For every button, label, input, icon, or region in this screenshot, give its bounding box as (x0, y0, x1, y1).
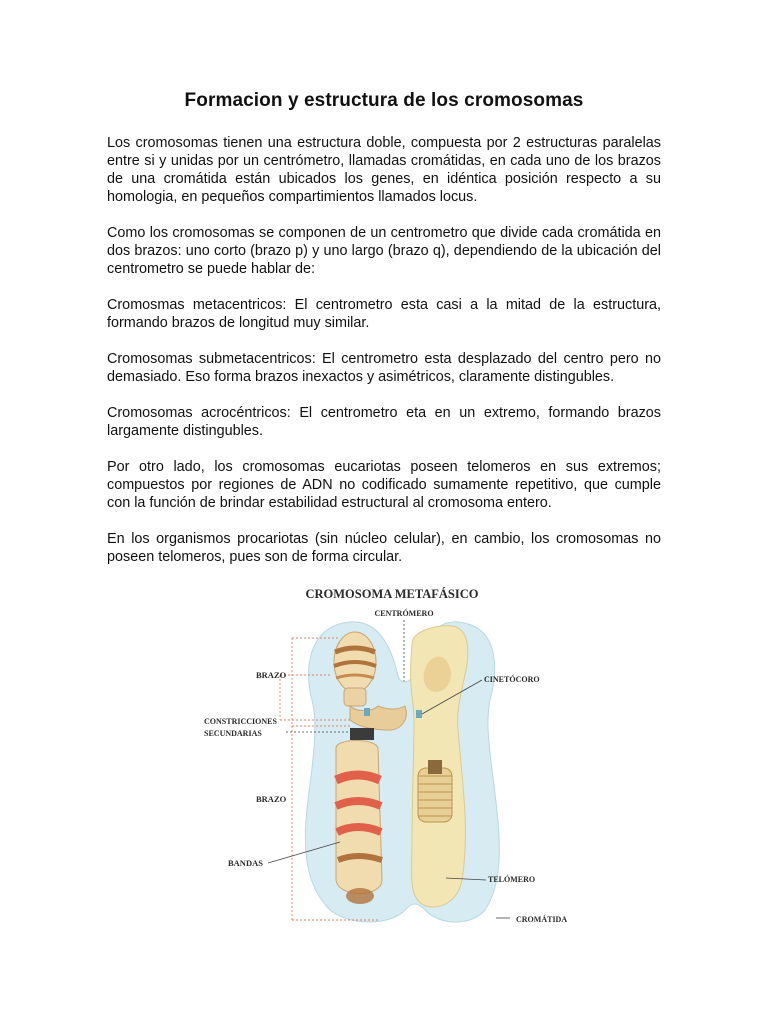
paragraph-6: Por otro lado, los cromosomas eucariotas poseen telomeros en sus extremos; compuestos por regiones de ADN no codificado sumamente repetitivo, que cumple con la función de brindar estabilidad estructural al cromosoma entero. (107, 459, 661, 511)
paragraph-2: Como los cromosomas se componen de un centrometro que divide cada cromátida en dos brazos: uno corto (brazo p) y uno largo (brazo q), dependiendo de la ubicación del centrometro se puede hablar de: (107, 225, 661, 277)
label-constricciones-2: SECUNDARIAS (204, 729, 262, 738)
coiled-fiber (418, 760, 452, 822)
chromosome-illustration (200, 580, 580, 935)
paragraph-1: Los cromosomas tienen una estructura doble, compuesta por 2 estructuras paralelas entre si y unidas por un centrómetro, llamadas cromátidas, en cada uno de los brazos de una cromátida están ubicados los genes, en idéntica posición respecto a su homologia, en pequeños compartimientos llamados locus. (107, 135, 661, 205)
paragraph-3: Cromosmas metacentricos: El centrometro esta casi a la mitad de la estructura, formando brazos de longitud muy similar. (107, 297, 661, 331)
document-body (107, 134, 661, 584)
document-title: Formacion y estructura de los cromosomas (184, 90, 584, 111)
label-centromero: CENTRÓMERO (374, 609, 434, 618)
paragraph-7: En los organismos procariotas (sin núcleo celular), en cambio, los cromosomas no poseen telomeros, pues son de forma circular. (107, 531, 661, 565)
paragraph-4: Cromosomas submetacentricos: El centrometro esta desplazado del centro pero no demasiado. Eso forma brazos inexactos y asimétricos, claramente distingubles. (107, 351, 661, 385)
label-brazo-top: BRAZO (256, 670, 287, 680)
label-cromatida: CROMÁTIDA (516, 915, 568, 924)
label-bandas: BANDAS (228, 858, 263, 868)
label-constricciones-1: CONSTRICCIONES (204, 717, 277, 726)
kinetochore-left (364, 708, 370, 716)
label-brazo-bottom: BRAZO (256, 794, 287, 804)
label-telomero: TELÓMERO (488, 875, 536, 884)
kinetochore-right (416, 710, 422, 718)
label-cinetocoro: CINETÓCORO (484, 675, 540, 684)
figure-title: CROMOSOMA METAFÁSICO (305, 587, 479, 601)
paragraph-5: Cromosomas acrocéntricos: El centrometro eta en un extremo, formando brazos largamente distingubles. (107, 405, 661, 439)
chromosome-figure (200, 580, 580, 935)
